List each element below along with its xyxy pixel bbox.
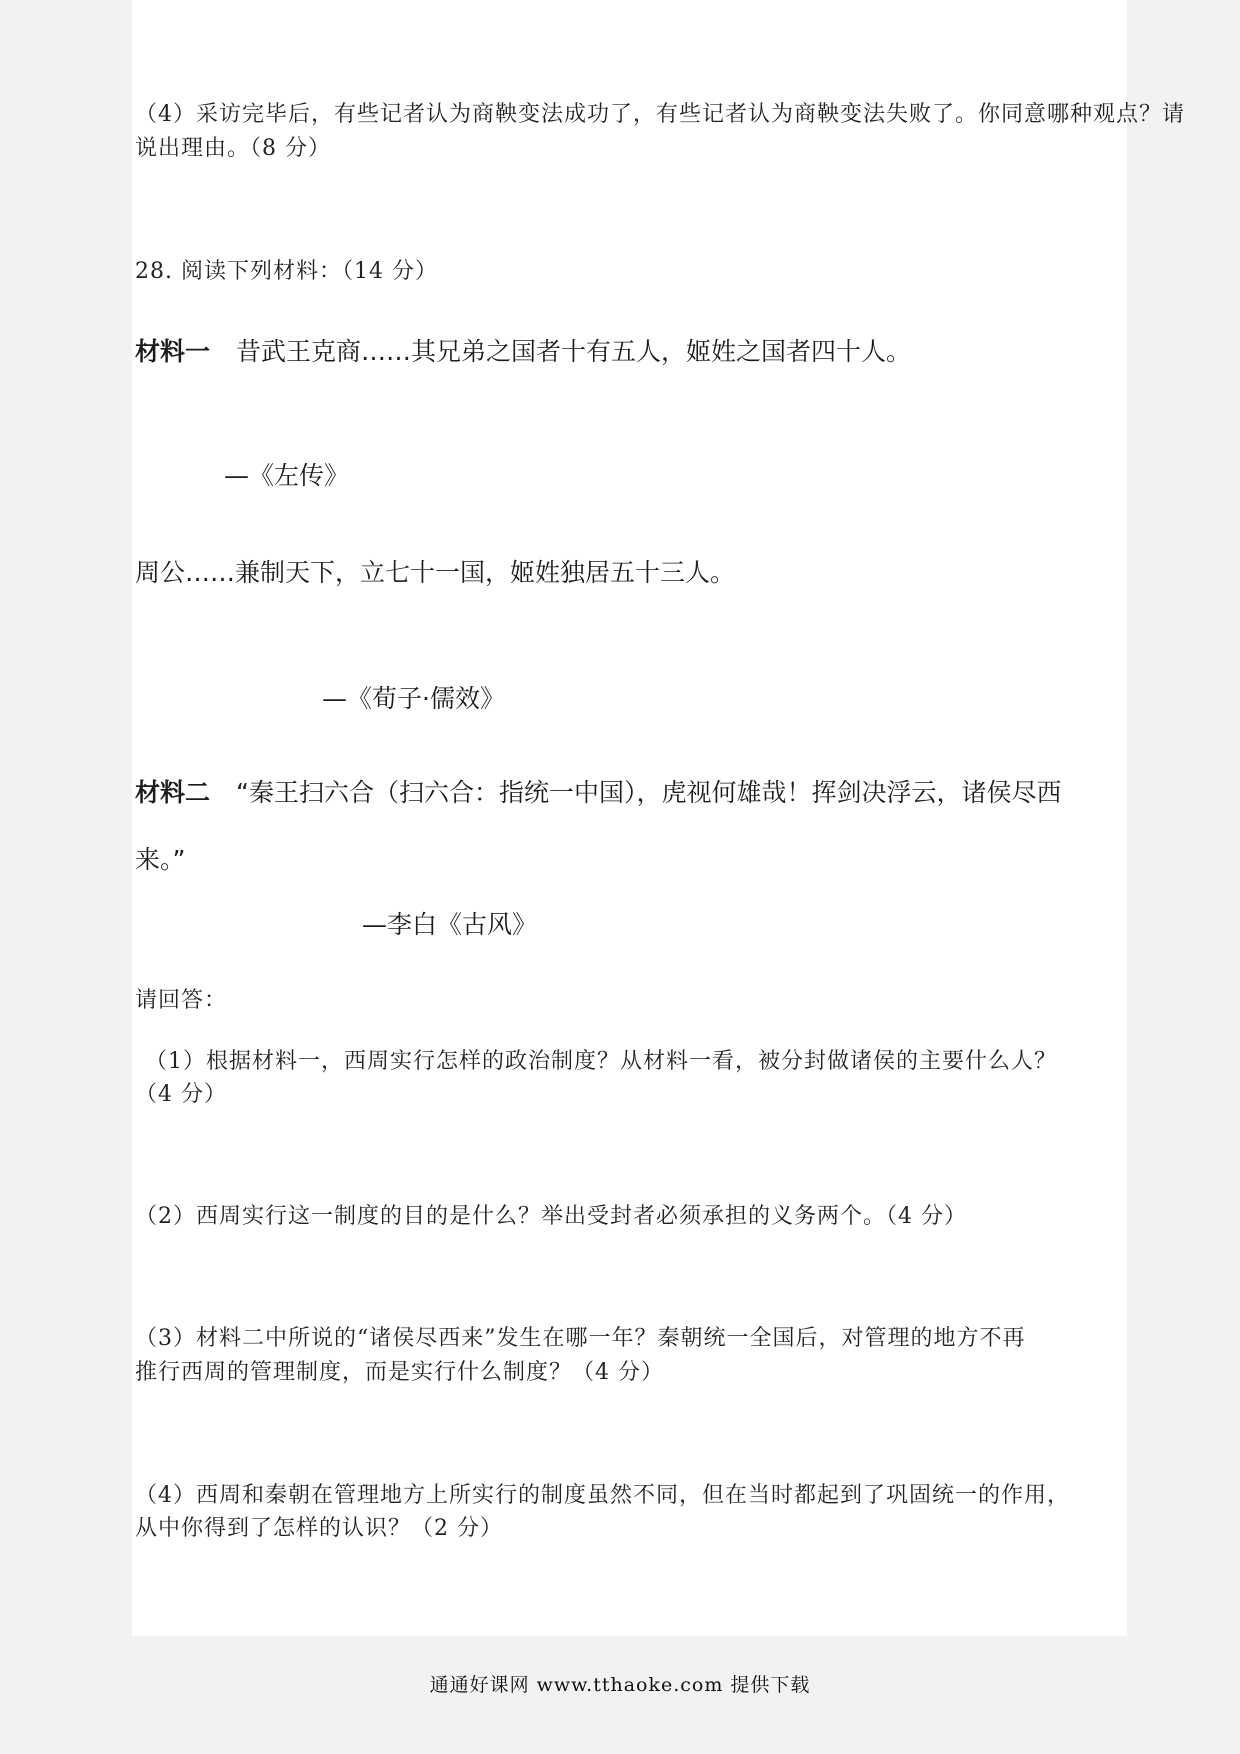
material-1-line — [135, 334, 911, 370]
sub-question-3-line1: （3）材料二中所说的“诸侯尽西来”发生在哪一年？秦朝统一全国后，对管理的地方不再 — [135, 1326, 1026, 1351]
sub-question-1-line1: （1）根据材料一，西周实行怎样的政治制度？从材料一看，被分封做诸侯的主要什么人？ — [145, 1049, 1058, 1074]
answer-prompt: 请回答： — [135, 988, 228, 1013]
sub-question-4-line2: 从中你得到了怎样的认识？（2 分） — [135, 1516, 503, 1541]
material-2-text-line2: 来。” — [135, 845, 186, 874]
sub-question-1-line2: （4 分） — [135, 1082, 227, 1107]
material-1-source-2: —《荀子·儒效》 — [322, 684, 505, 713]
prev-q4-line1: （4）采访完毕后，有些记者认为商鞅变法成功了，有些记者认为商鞅变法失败了。你同意哪种观点？请 — [135, 102, 1186, 127]
material-1-text: 昔武王克商……其兄弟之国者十有五人，姬姓之国者四十人。 — [236, 337, 912, 366]
material-1-source-1: —《左传》 — [224, 461, 350, 490]
sub-question-3-line2: 推行西周的管理制度，而是实行什么制度？（4 分） — [135, 1360, 664, 1385]
sub-question-2-line1: （2）西周实行这一制度的目的是什么？举出受封者必须承担的义务两个。（4 分） — [135, 1204, 967, 1229]
prev-q4-line2: 说出理由。（8 分） — [135, 136, 331, 161]
footer-text: 通通好课网 www.tthaoke.com 提供下载 — [429, 1674, 811, 1696]
document-page — [132, 0, 1186, 1636]
material-2-line1 — [135, 775, 1061, 811]
sub-question-4-line1: （4）西周和秦朝在管理地方上所实行的制度虽然不同，但在当时都起到了巩固统一的作用， — [135, 1483, 1071, 1508]
material-2-text-line1: “秦王扫六合（扫六合：指统一中国），虎视何雄哉！挥剑决浮云，诸侯尽西 — [236, 778, 1062, 807]
material-2-label: 材料二 — [135, 778, 211, 807]
material-1-label: 材料一 — [135, 337, 211, 366]
question-28-heading: 28. 阅读下列材料：（14 分） — [135, 259, 438, 284]
material-1-text-2: 周公……兼制天下，立七十一国，姬姓独居五十三人。 — [135, 558, 736, 587]
material-2-source: —李白《古风》 — [362, 910, 538, 939]
